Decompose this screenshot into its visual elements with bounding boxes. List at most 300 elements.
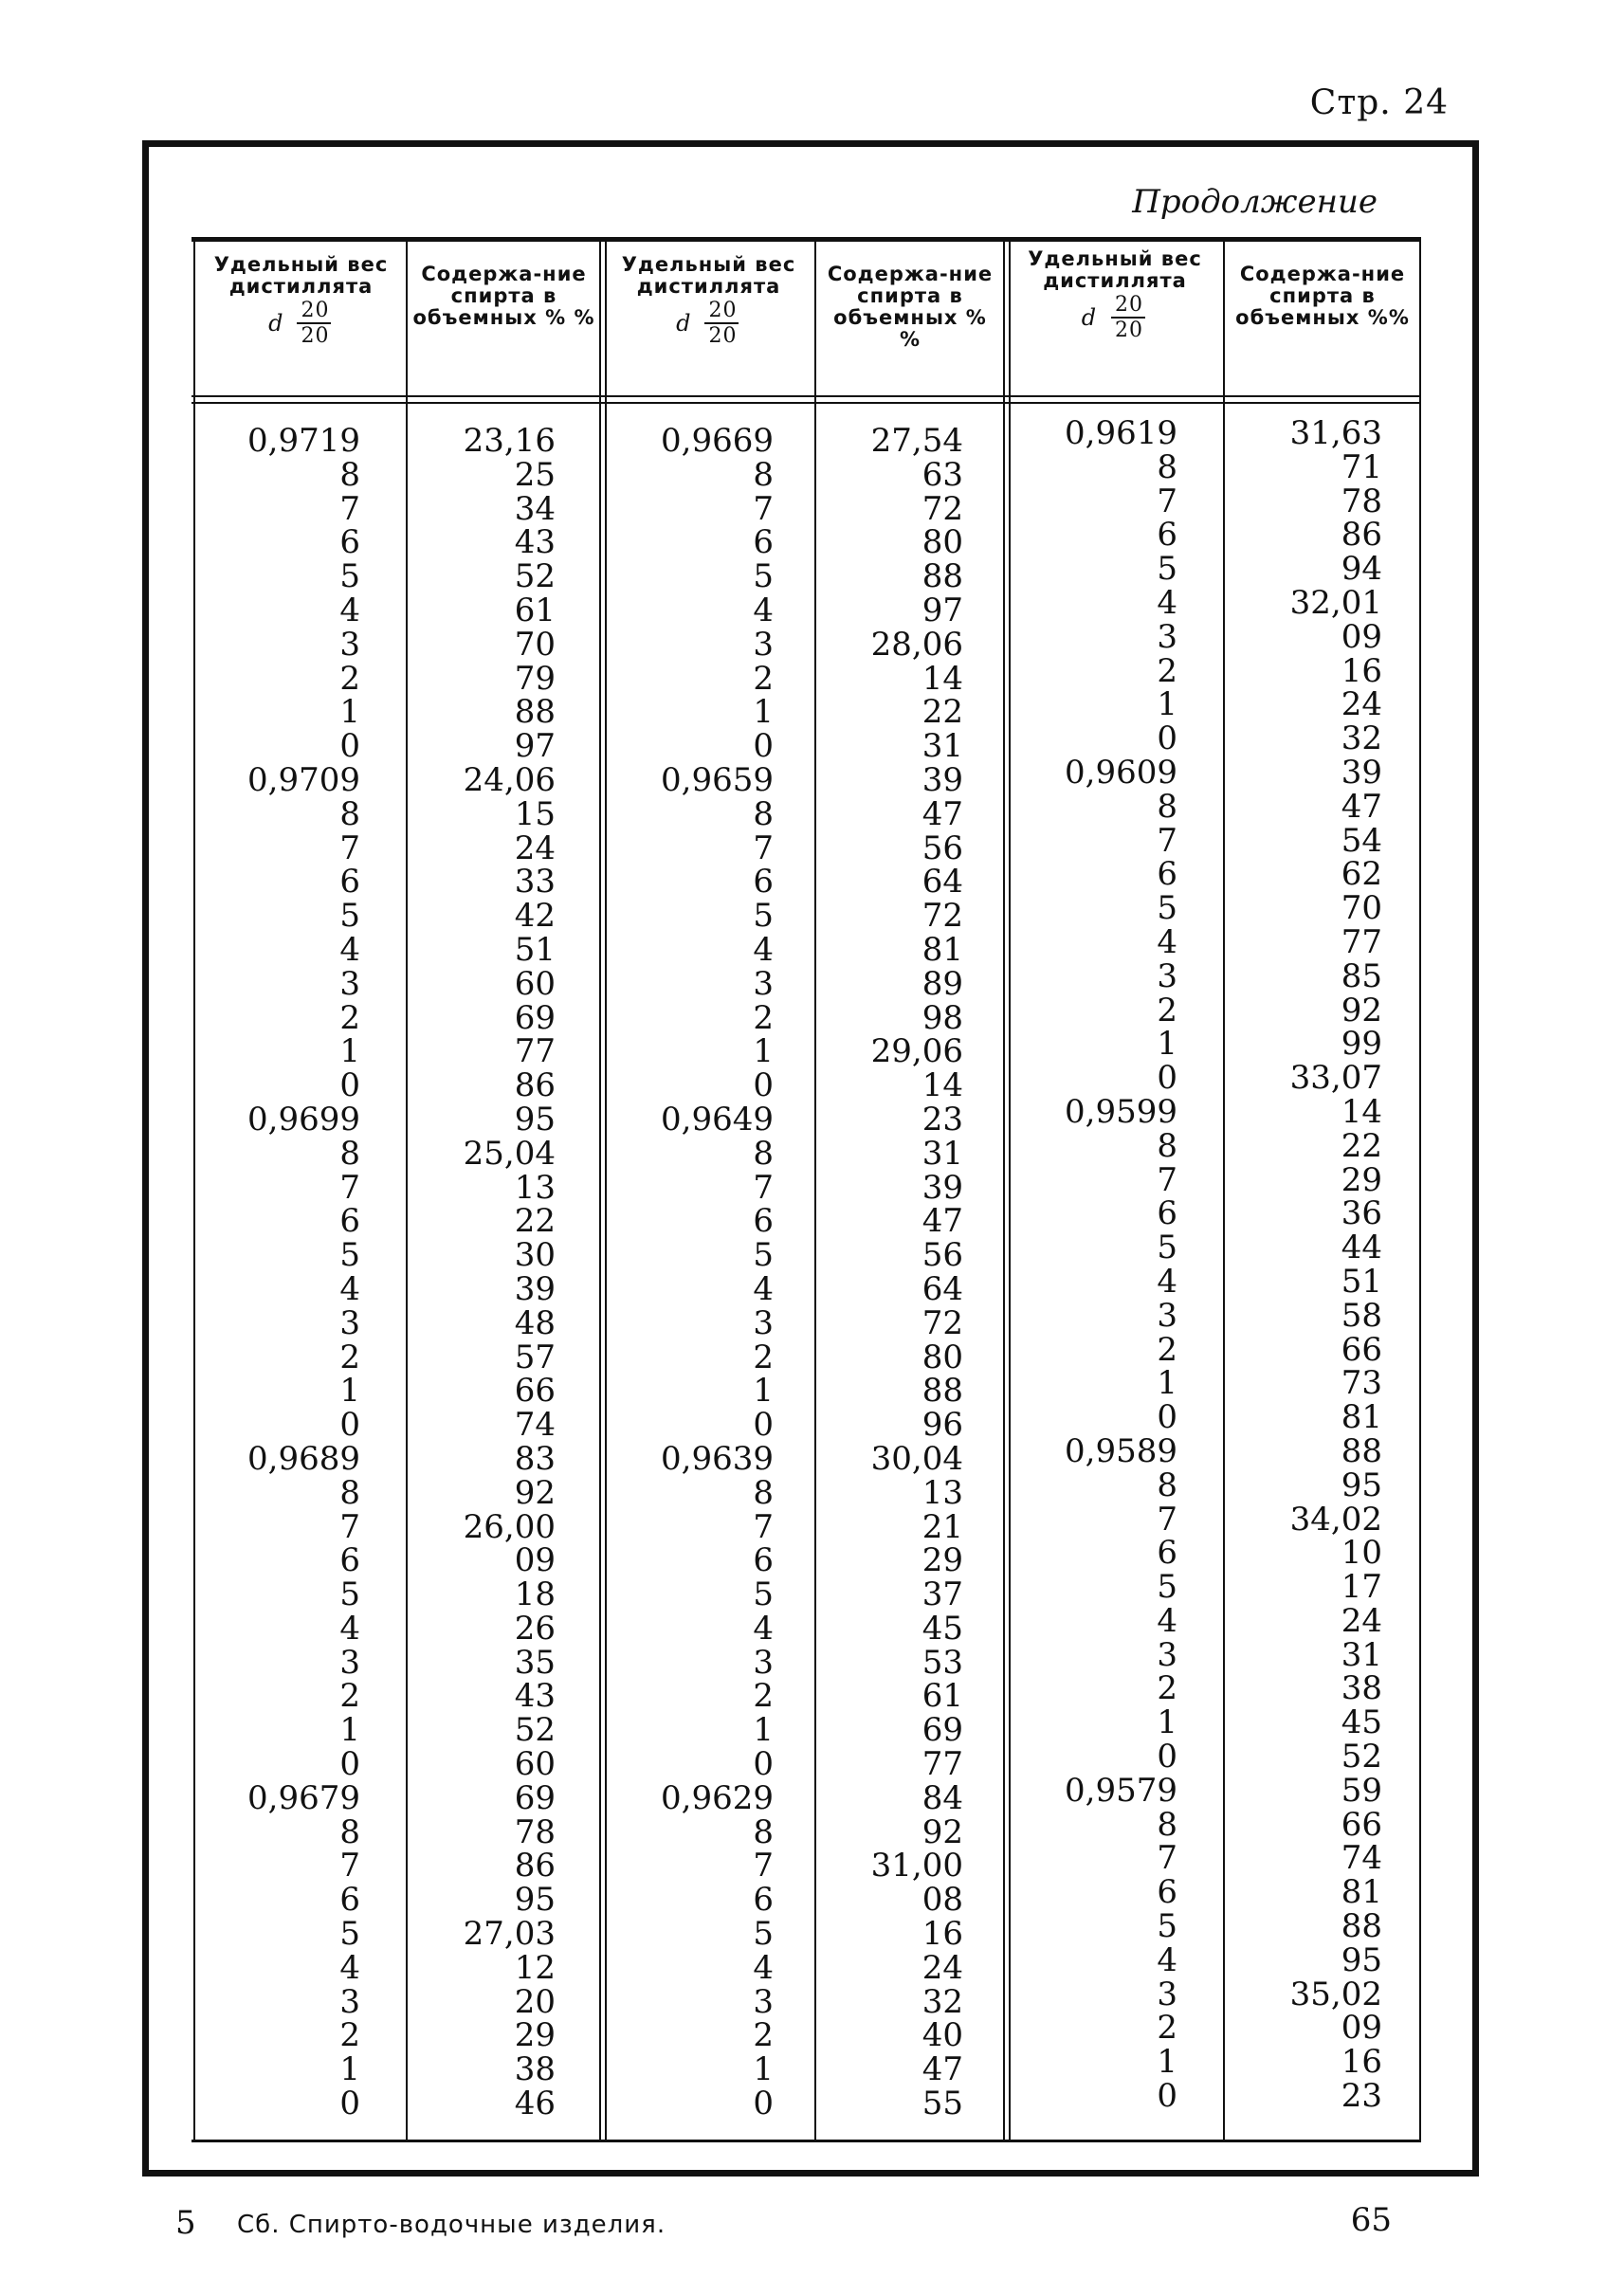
table-cell: 74 bbox=[514, 1406, 556, 1445]
table-cell: 7 bbox=[1157, 821, 1177, 860]
table-cell: 1 bbox=[753, 1032, 774, 1071]
table-cell: 42 bbox=[514, 897, 556, 936]
table-cell: 27,54 bbox=[870, 422, 963, 460]
table-cell: 69 bbox=[514, 998, 556, 1037]
table-cell: 8 bbox=[1157, 447, 1177, 486]
table-cell: 8 bbox=[753, 1473, 774, 1512]
table-cell: 8 bbox=[339, 794, 360, 833]
table-cell: 88 bbox=[514, 693, 556, 732]
table-cell: 0,9709 bbox=[247, 760, 360, 799]
table-cell: 3 bbox=[1157, 956, 1177, 995]
table-cell: 58 bbox=[1341, 1296, 1382, 1335]
table-cell: 30 bbox=[514, 1236, 556, 1275]
table-cell: 0,9609 bbox=[1065, 753, 1177, 792]
table-cell: 3 bbox=[753, 1303, 774, 1342]
table-cell: 0,9689 bbox=[247, 1439, 360, 1478]
table-cell: 8 bbox=[1157, 787, 1177, 826]
table-cell: 33 bbox=[514, 863, 556, 902]
table-cell: 98 bbox=[921, 998, 963, 1037]
table-cell: 52 bbox=[514, 557, 556, 596]
table-cell: 26,00 bbox=[463, 1507, 556, 1546]
table-cell: 2 bbox=[753, 998, 774, 1037]
column-density-1 bbox=[201, 422, 360, 2123]
table-cell: 72 bbox=[921, 897, 963, 936]
table-cell: 86 bbox=[514, 1847, 556, 1885]
table-cell: 5 bbox=[753, 1915, 774, 1954]
table-cell: 5 bbox=[339, 1915, 360, 1954]
table-cell: 14 bbox=[921, 1066, 963, 1105]
header-density-label: Удельный вес дистиллята bbox=[1028, 247, 1202, 292]
table-cell: 3 bbox=[339, 1303, 360, 1342]
table-cell: 13 bbox=[514, 1168, 556, 1207]
header-content: Содержа-ние спирта в объемных % % bbox=[827, 263, 994, 351]
table-cell: 22 bbox=[1341, 1126, 1382, 1165]
table-cell: 88 bbox=[921, 1372, 963, 1411]
table-cell: 6 bbox=[339, 523, 360, 562]
table-cell: 0,9719 bbox=[247, 422, 360, 460]
table-cell: 83 bbox=[514, 1439, 556, 1478]
table-cell: 95 bbox=[514, 1881, 556, 1920]
table-cell: 7 bbox=[753, 829, 774, 867]
table-cell: 8 bbox=[753, 1134, 774, 1173]
table-cell: 81 bbox=[1341, 1873, 1382, 1912]
table-cell: 7 bbox=[753, 1507, 774, 1546]
table-cell: 34 bbox=[514, 489, 556, 528]
table-cell: 8 bbox=[339, 1473, 360, 1512]
table-cell: 1 bbox=[339, 1372, 360, 1411]
table-cell: 2 bbox=[1157, 1669, 1177, 1708]
density-alcohol-table bbox=[192, 237, 1421, 2142]
table-cell: 2 bbox=[1157, 651, 1177, 690]
table-cell: 29 bbox=[514, 2016, 556, 2055]
table-cell: 36 bbox=[1341, 1194, 1382, 1233]
table-cell: 39 bbox=[921, 760, 963, 799]
table-cell: 94 bbox=[1341, 550, 1382, 589]
table-cell: 97 bbox=[514, 727, 556, 766]
table-cell: 43 bbox=[514, 523, 556, 562]
table-cell: 39 bbox=[1341, 753, 1382, 792]
table-cell: 24 bbox=[1341, 1601, 1382, 1640]
table-cell: 7 bbox=[339, 1168, 360, 1207]
header-density bbox=[607, 253, 811, 348]
table-cell: 09 bbox=[1341, 617, 1382, 656]
table-cell: 0 bbox=[1157, 1738, 1177, 1776]
d-20-20-symbol: d 20 20 bbox=[1081, 293, 1143, 342]
table-cell: 8 bbox=[339, 1812, 360, 1851]
table-cell: 1 bbox=[753, 1372, 774, 1411]
table-cell: 0,9659 bbox=[661, 760, 774, 799]
table-cell: 73 bbox=[1341, 1364, 1382, 1403]
table-cell: 2 bbox=[1157, 1330, 1177, 1369]
table-cell: 64 bbox=[921, 1269, 963, 1308]
table-cell: 0,9699 bbox=[247, 1100, 360, 1138]
table-cell: 8 bbox=[1157, 1805, 1177, 1844]
table-cell: 96 bbox=[921, 1406, 963, 1445]
table-cell: 47 bbox=[921, 1202, 963, 1241]
table-cell: 6 bbox=[339, 1202, 360, 1241]
table-cell: 4 bbox=[339, 591, 360, 629]
table-cell: 1 bbox=[339, 1032, 360, 1071]
table-cell: 70 bbox=[514, 625, 556, 664]
table-cell: 0,9649 bbox=[661, 1100, 774, 1138]
table-cell: 4 bbox=[339, 1269, 360, 1308]
table-cell: 54 bbox=[1341, 821, 1382, 860]
table-cell: 7 bbox=[1157, 1500, 1177, 1539]
table-cell: 1 bbox=[753, 2050, 774, 2089]
header-density bbox=[199, 253, 403, 348]
table-cell: 99 bbox=[1341, 1025, 1382, 1064]
table-cell: 2 bbox=[339, 659, 360, 698]
table-cell: 3 bbox=[1157, 1296, 1177, 1335]
d-20-20-symbol: d 20 20 bbox=[676, 299, 738, 348]
table-cell: 1 bbox=[339, 1711, 360, 1750]
table-cell: 3 bbox=[753, 1643, 774, 1682]
table-cell: 32,01 bbox=[1289, 583, 1382, 622]
table-cell: 62 bbox=[1341, 855, 1382, 894]
table-cell: 0 bbox=[339, 1745, 360, 1784]
column-content-2 bbox=[819, 422, 963, 2123]
d-20-20-symbol: d 20 20 bbox=[268, 299, 330, 348]
table-cell: 4 bbox=[339, 1948, 360, 1987]
table-cell: 0 bbox=[1157, 1398, 1177, 1437]
table-cell: 1 bbox=[1157, 1025, 1177, 1064]
table-cell: 92 bbox=[514, 1473, 556, 1512]
table-cell: 6 bbox=[339, 1541, 360, 1580]
table-cell: 2 bbox=[753, 1338, 774, 1376]
table-cell: 5 bbox=[1157, 889, 1177, 928]
table-cell: 31 bbox=[921, 1134, 963, 1173]
table-cell: 48 bbox=[514, 1303, 556, 1342]
table-cell: 0,9599 bbox=[1065, 1092, 1177, 1131]
table-cell: 6 bbox=[753, 523, 774, 562]
table-cell: 38 bbox=[514, 2050, 556, 2089]
table-cell: 47 bbox=[1341, 787, 1382, 826]
table-cell: 51 bbox=[1341, 1262, 1382, 1301]
table-cell: 8 bbox=[753, 455, 774, 494]
table-cell: 55 bbox=[921, 2085, 963, 2123]
table-cell: 7 bbox=[1157, 482, 1177, 520]
table-cell: 4 bbox=[753, 1609, 774, 1648]
table-cell: 69 bbox=[514, 1778, 556, 1817]
table-cell: 4 bbox=[339, 1609, 360, 1648]
table-cell: 95 bbox=[1341, 1940, 1382, 1979]
table-cell: 44 bbox=[1341, 1229, 1382, 1267]
table-cell: 39 bbox=[921, 1168, 963, 1207]
table-cell: 0,9589 bbox=[1065, 1431, 1177, 1470]
table-cell: 3 bbox=[339, 1982, 360, 2021]
table-cell: 66 bbox=[1341, 1330, 1382, 1369]
table-cell: 32 bbox=[1341, 719, 1382, 758]
table-cell: 6 bbox=[339, 1881, 360, 1920]
table-cell: 66 bbox=[514, 1372, 556, 1411]
sheet-number: 5 bbox=[175, 2204, 196, 2242]
table-cell: 16 bbox=[1341, 651, 1382, 690]
table-cell: 80 bbox=[921, 523, 963, 562]
table-cell: 64 bbox=[921, 863, 963, 902]
table-cell: 22 bbox=[514, 1202, 556, 1241]
table-cell: 78 bbox=[1341, 482, 1382, 520]
table-cell: 5 bbox=[753, 1576, 774, 1614]
table-cell: 6 bbox=[1157, 855, 1177, 894]
table-cell: 4 bbox=[753, 1948, 774, 1987]
table-cell: 10 bbox=[1341, 1534, 1382, 1573]
header-density-label: Удельный вес дистиллята bbox=[213, 253, 389, 298]
table-cell: 16 bbox=[921, 1915, 963, 1954]
table-cell: 31 bbox=[921, 727, 963, 766]
table-cell: 4 bbox=[1157, 583, 1177, 622]
table-cell: 7 bbox=[753, 489, 774, 528]
table-cell: 2 bbox=[1157, 991, 1177, 1029]
table-cell: 95 bbox=[514, 1100, 556, 1138]
column-double-divider bbox=[599, 242, 601, 2142]
table-cell: 84 bbox=[921, 1778, 963, 1817]
table-cell: 92 bbox=[1341, 991, 1382, 1029]
header-density-label: Удельный вес дистиллята bbox=[621, 253, 796, 298]
table-cell: 7 bbox=[339, 1847, 360, 1885]
table-cell: 4 bbox=[1157, 922, 1177, 961]
table-cell: 17 bbox=[1341, 1568, 1382, 1607]
table-cell: 0,9619 bbox=[1065, 414, 1177, 452]
table-cell: 2 bbox=[1157, 2009, 1177, 2048]
table-cell: 26 bbox=[514, 1609, 556, 1648]
table-cell: 0 bbox=[1157, 719, 1177, 758]
table-cell: 77 bbox=[1341, 922, 1382, 961]
table-top-rule bbox=[192, 237, 1421, 242]
table-cell: 5 bbox=[339, 1236, 360, 1275]
header-rule bbox=[192, 395, 1421, 397]
table-cell: 46 bbox=[514, 2085, 556, 2123]
table-cell: 47 bbox=[921, 794, 963, 833]
table-cell: 5 bbox=[1157, 1907, 1177, 1946]
table-cell: 72 bbox=[921, 1303, 963, 1342]
table-cell: 74 bbox=[1341, 1839, 1382, 1878]
table-cell: 56 bbox=[921, 829, 963, 867]
table-cell: 69 bbox=[921, 1711, 963, 1750]
column-density-3 bbox=[1011, 414, 1177, 2116]
table-cell: 7 bbox=[339, 1507, 360, 1546]
table-cell: 81 bbox=[1341, 1398, 1382, 1437]
table-cell: 0,9579 bbox=[1065, 1771, 1177, 1810]
table-cell: 86 bbox=[514, 1066, 556, 1105]
table-cell: 3 bbox=[1157, 1975, 1177, 2013]
table-cell: 25,04 bbox=[463, 1134, 556, 1173]
table-cell: 61 bbox=[514, 591, 556, 629]
table-cell: 24 bbox=[921, 1948, 963, 1987]
header-content: Содержа-ние спирта в объемных % % bbox=[412, 263, 595, 329]
table-cell: 0,9639 bbox=[661, 1439, 774, 1478]
table-cell: 52 bbox=[514, 1711, 556, 1750]
table-cell: 4 bbox=[339, 930, 360, 969]
table-cell: 4 bbox=[753, 591, 774, 629]
table-cell: 3 bbox=[753, 1982, 774, 2021]
table-cell: 88 bbox=[921, 557, 963, 596]
table-cell: 35,02 bbox=[1289, 1975, 1382, 2013]
table-cell: 0 bbox=[1157, 2077, 1177, 2116]
table-cell: 60 bbox=[514, 964, 556, 1003]
table-cell: 47 bbox=[921, 2050, 963, 2089]
table-cell: 92 bbox=[921, 1812, 963, 1851]
table-cell: 6 bbox=[753, 863, 774, 902]
table-cell: 4 bbox=[1157, 1262, 1177, 1301]
table-cell: 2 bbox=[339, 1338, 360, 1376]
table-cell: 60 bbox=[514, 1745, 556, 1784]
table-cell: 15 bbox=[514, 794, 556, 833]
table-cell: 3 bbox=[753, 964, 774, 1003]
table-cell: 27,03 bbox=[463, 1915, 556, 1954]
table-cell: 79 bbox=[514, 659, 556, 698]
column-divider bbox=[193, 242, 195, 2142]
table-cell: 88 bbox=[1341, 1907, 1382, 1946]
table-cell: 6 bbox=[1157, 1194, 1177, 1233]
column-divider bbox=[1419, 242, 1421, 2142]
table-cell: 31,63 bbox=[1289, 414, 1382, 452]
table-cell: 97 bbox=[921, 591, 963, 629]
table-cell: 29,06 bbox=[870, 1032, 963, 1071]
table-cell: 0 bbox=[753, 2085, 774, 2123]
table-cell: 35 bbox=[514, 1643, 556, 1682]
table-cell: 2 bbox=[339, 998, 360, 1037]
table-cell: 37 bbox=[921, 1576, 963, 1614]
table-cell: 0 bbox=[339, 727, 360, 766]
table-cell: 1 bbox=[339, 2050, 360, 2089]
table-cell: 7 bbox=[339, 829, 360, 867]
table-cell: 16 bbox=[1341, 2043, 1382, 2082]
column-content-1 bbox=[411, 422, 556, 2123]
table-cell: 3 bbox=[1157, 1635, 1177, 1674]
table-cell: 2 bbox=[339, 1677, 360, 1716]
page-label: Стр. 24 bbox=[1309, 83, 1449, 122]
table-cell: 40 bbox=[921, 2016, 963, 2055]
table-cell: 25 bbox=[514, 455, 556, 494]
table-cell: 2 bbox=[339, 2016, 360, 2055]
table-cell: 24 bbox=[514, 829, 556, 867]
table-cell: 0 bbox=[339, 2085, 360, 2123]
table-cell: 23 bbox=[921, 1100, 963, 1138]
column-divider bbox=[406, 242, 408, 2142]
table-cell: 71 bbox=[1341, 447, 1382, 486]
table-cell: 1 bbox=[339, 693, 360, 732]
table-cell: 09 bbox=[1341, 2009, 1382, 2048]
table-cell: 31,00 bbox=[870, 1847, 963, 1885]
table-cell: 22 bbox=[921, 693, 963, 732]
table-cell: 24 bbox=[1341, 685, 1382, 724]
table-cell: 5 bbox=[753, 897, 774, 936]
table-cell: 6 bbox=[339, 863, 360, 902]
table-cell: 6 bbox=[1157, 516, 1177, 555]
table-cell: 5 bbox=[339, 897, 360, 936]
table-cell: 0 bbox=[1157, 1059, 1177, 1098]
table-cell: 34,02 bbox=[1289, 1500, 1382, 1539]
table-cell: 0 bbox=[753, 1406, 774, 1445]
table-cell: 30,04 bbox=[870, 1439, 963, 1478]
table-cell: 13 bbox=[921, 1473, 963, 1512]
table-cell: 5 bbox=[753, 1236, 774, 1275]
column-content-3 bbox=[1228, 414, 1382, 2116]
table-cell: 5 bbox=[1157, 550, 1177, 589]
header-density bbox=[1011, 247, 1219, 342]
table-cell: 1 bbox=[1157, 1703, 1177, 1742]
table-cell: 6 bbox=[753, 1202, 774, 1241]
table-cell: 2 bbox=[753, 659, 774, 698]
table-cell: 88 bbox=[1341, 1431, 1382, 1470]
table-cell: 0,9679 bbox=[247, 1778, 360, 1817]
table-cell: 23,16 bbox=[463, 422, 556, 460]
table-cell: 6 bbox=[1157, 1534, 1177, 1573]
table-frame bbox=[142, 140, 1479, 2177]
table-cell: 2 bbox=[753, 2016, 774, 2055]
table-cell: 12 bbox=[514, 1948, 556, 1987]
table-cell: 5 bbox=[1157, 1568, 1177, 1607]
table-cell: 21 bbox=[921, 1507, 963, 1546]
table-cell: 23 bbox=[1341, 2077, 1382, 2116]
table-cell: 56 bbox=[921, 1236, 963, 1275]
table-cell: 52 bbox=[1341, 1738, 1382, 1776]
table-cell: 31 bbox=[1341, 1635, 1382, 1674]
table-cell: 14 bbox=[921, 659, 963, 698]
table-cell: 3 bbox=[339, 625, 360, 664]
table-cell: 63 bbox=[921, 455, 963, 494]
table-cell: 0 bbox=[753, 1745, 774, 1784]
table-cell: 5 bbox=[339, 1576, 360, 1614]
table-cell: 0,9669 bbox=[661, 422, 774, 460]
table-cell: 61 bbox=[921, 1677, 963, 1716]
header-rule-second bbox=[192, 402, 1421, 404]
table-cell: 43 bbox=[514, 1677, 556, 1716]
table-cell: 09 bbox=[514, 1541, 556, 1580]
table-cell: 3 bbox=[339, 964, 360, 1003]
table-cell: 8 bbox=[339, 1134, 360, 1173]
table-cell: 86 bbox=[1341, 516, 1382, 555]
table-cell: 0 bbox=[339, 1066, 360, 1105]
table-cell: 4 bbox=[753, 930, 774, 969]
column-density-2 bbox=[607, 422, 774, 2123]
table-cell: 7 bbox=[1157, 1160, 1177, 1199]
table-cell: 77 bbox=[514, 1032, 556, 1071]
table-cell: 38 bbox=[1341, 1669, 1382, 1708]
table-cell: 28,06 bbox=[870, 625, 963, 664]
column-double-divider bbox=[1003, 242, 1005, 2142]
table-cell: 6 bbox=[1157, 1873, 1177, 1912]
table-cell: 59 bbox=[1341, 1771, 1382, 1810]
table-cell: 1 bbox=[1157, 2043, 1177, 2082]
table-cell: 5 bbox=[1157, 1229, 1177, 1267]
table-cell: 5 bbox=[753, 557, 774, 596]
table-cell: 0 bbox=[339, 1406, 360, 1445]
table-cell: 14 bbox=[1341, 1092, 1382, 1131]
table-cell: 1 bbox=[753, 1711, 774, 1750]
column-divider bbox=[814, 242, 816, 2142]
table-cell: 8 bbox=[1157, 1466, 1177, 1504]
table-cell: 2 bbox=[753, 1677, 774, 1716]
table-cell: 78 bbox=[514, 1812, 556, 1851]
table-cell: 3 bbox=[339, 1643, 360, 1682]
table-cell: 0,9629 bbox=[661, 1778, 774, 1817]
table-cell: 4 bbox=[1157, 1601, 1177, 1640]
collection-title: Сб. Спирто-водочные изделия. bbox=[237, 2211, 666, 2239]
table-cell: 80 bbox=[921, 1338, 963, 1376]
table-cell: 95 bbox=[1341, 1466, 1382, 1504]
table-cell: 3 bbox=[1157, 617, 1177, 656]
table-cell: 08 bbox=[921, 1881, 963, 1920]
table-cell: 20 bbox=[514, 1982, 556, 2021]
table-cell: 8 bbox=[753, 794, 774, 833]
table-cell: 66 bbox=[1341, 1805, 1382, 1844]
table-cell: 18 bbox=[514, 1576, 556, 1614]
table-cell: 7 bbox=[1157, 1839, 1177, 1878]
table-cell: 77 bbox=[921, 1745, 963, 1784]
table-cell: 1 bbox=[1157, 1364, 1177, 1403]
table-cell: 89 bbox=[921, 964, 963, 1003]
